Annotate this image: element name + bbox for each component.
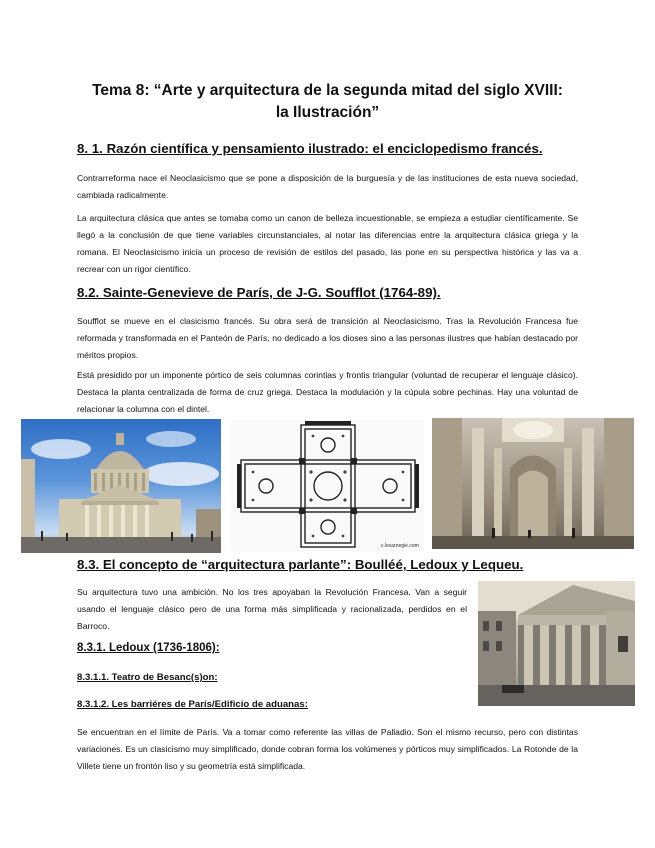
pantheon-interior-drawing xyxy=(432,418,634,549)
floor-plan-drawing xyxy=(231,420,424,552)
section-8-3-paragraph-1: Su arquitectura tuvo una ambición. No los tres apoyaban la Revolución Francesa. Van a seguir usando el lenguaje clásico pero de una forma más simplificada y racionalizada, perdidos en el Barroco. xyxy=(77,587,467,631)
pantheon-floor-plan xyxy=(231,420,424,552)
section-8-2-paragraph-2: Está presidido por un imponente pórtico de seis columnas corintias y frontis triangular (voluntad de recuperar el lenguaje clásico). Destaca la planta centralizada de forma de cruz griega. Destaca la modulación y la cúpula sobre pechinas. Hay una voluntad de relacionar la columna con el dintel. xyxy=(77,370,578,414)
section-8-3-1-2-heading: 8.3.1.2. Les barriéres de París/Edificio de aduanas: xyxy=(77,699,308,710)
section-8-3-1-heading: 8.3.1. Ledoux (1736-1806): xyxy=(77,642,220,654)
section-8-1-heading: 8. 1. Razón científica y pensamiento ilustrado: el enciclopedismo francés. xyxy=(77,141,543,156)
section-8-3-heading: 8.3. El concepto de “arquitectura parlante”: Boulléé, Ledoux y Lequeu. xyxy=(77,557,524,572)
ledoux-building-drawing xyxy=(478,581,635,706)
pantheon-exterior-photo xyxy=(21,419,221,553)
plan-watermark: c.lecarnegie.com xyxy=(381,543,419,549)
pantheon-interior-photo xyxy=(432,418,634,549)
section-8-2-heading: 8.2. Sainte-Genevieve de París, de J-G. Soufflot (1764-89). xyxy=(77,285,441,300)
section-8-3-paragraph-2: Se encuentran en el límite de París. Va a tomar como referente las villas de Palladio. Son el mismo recurso, pero con distintas variaciones. Es un clasicismo muy simplificado, donde cobran forma los volúmenes y pórticos muy simplificados. La Rotonde de la Villete tiene un frontón liso y su geometría está simplificada. xyxy=(77,727,578,771)
section-8-3-1-1-heading: 8.3.1.1. Teatro de Besanc(s)on: xyxy=(77,672,218,683)
pantheon-exterior-drawing xyxy=(21,419,221,553)
section-8-2-paragraph-1: Soufflot se mueve en el clasicismo francés. Su obra será de transición al Neoclasicismo. Tras la Revolución Francesa fue reformada y transformada en el Panteón de París, no dedicado a los dioses sino a las personas ilustres que habían destacado por méritos propios. xyxy=(77,316,578,360)
title-line-2: la Ilustración” xyxy=(275,104,380,121)
section-8-1-paragraph-1: Contrarreforma nace el Neoclasicismo que se pone a disposición de la burguesía y de las instituciones de esta nueva sociedad, cambiada radicalmente. xyxy=(77,173,578,200)
document-title xyxy=(60,80,595,124)
ledoux-building-photo xyxy=(478,581,635,706)
title-line-1: Tema 8: “Arte y arquitectura de la segunda mitad del siglo XVIII: xyxy=(92,82,563,99)
section-8-1-paragraph-2: La arquitectura clásica que antes se tomaba como un canon de belleza incuestionable, se empieza a estudiar científicamente. Se llegó a la conclusión de que tiene variables circunstanciales, al notar las diferencias entre la arquitectura clásica griega y la romana. El Neoclasicismo inicia un proceso de revisión de estilos del pasado, las pone en su perspectiva histórica y las va a recrear con un rigor científico. xyxy=(77,213,578,274)
